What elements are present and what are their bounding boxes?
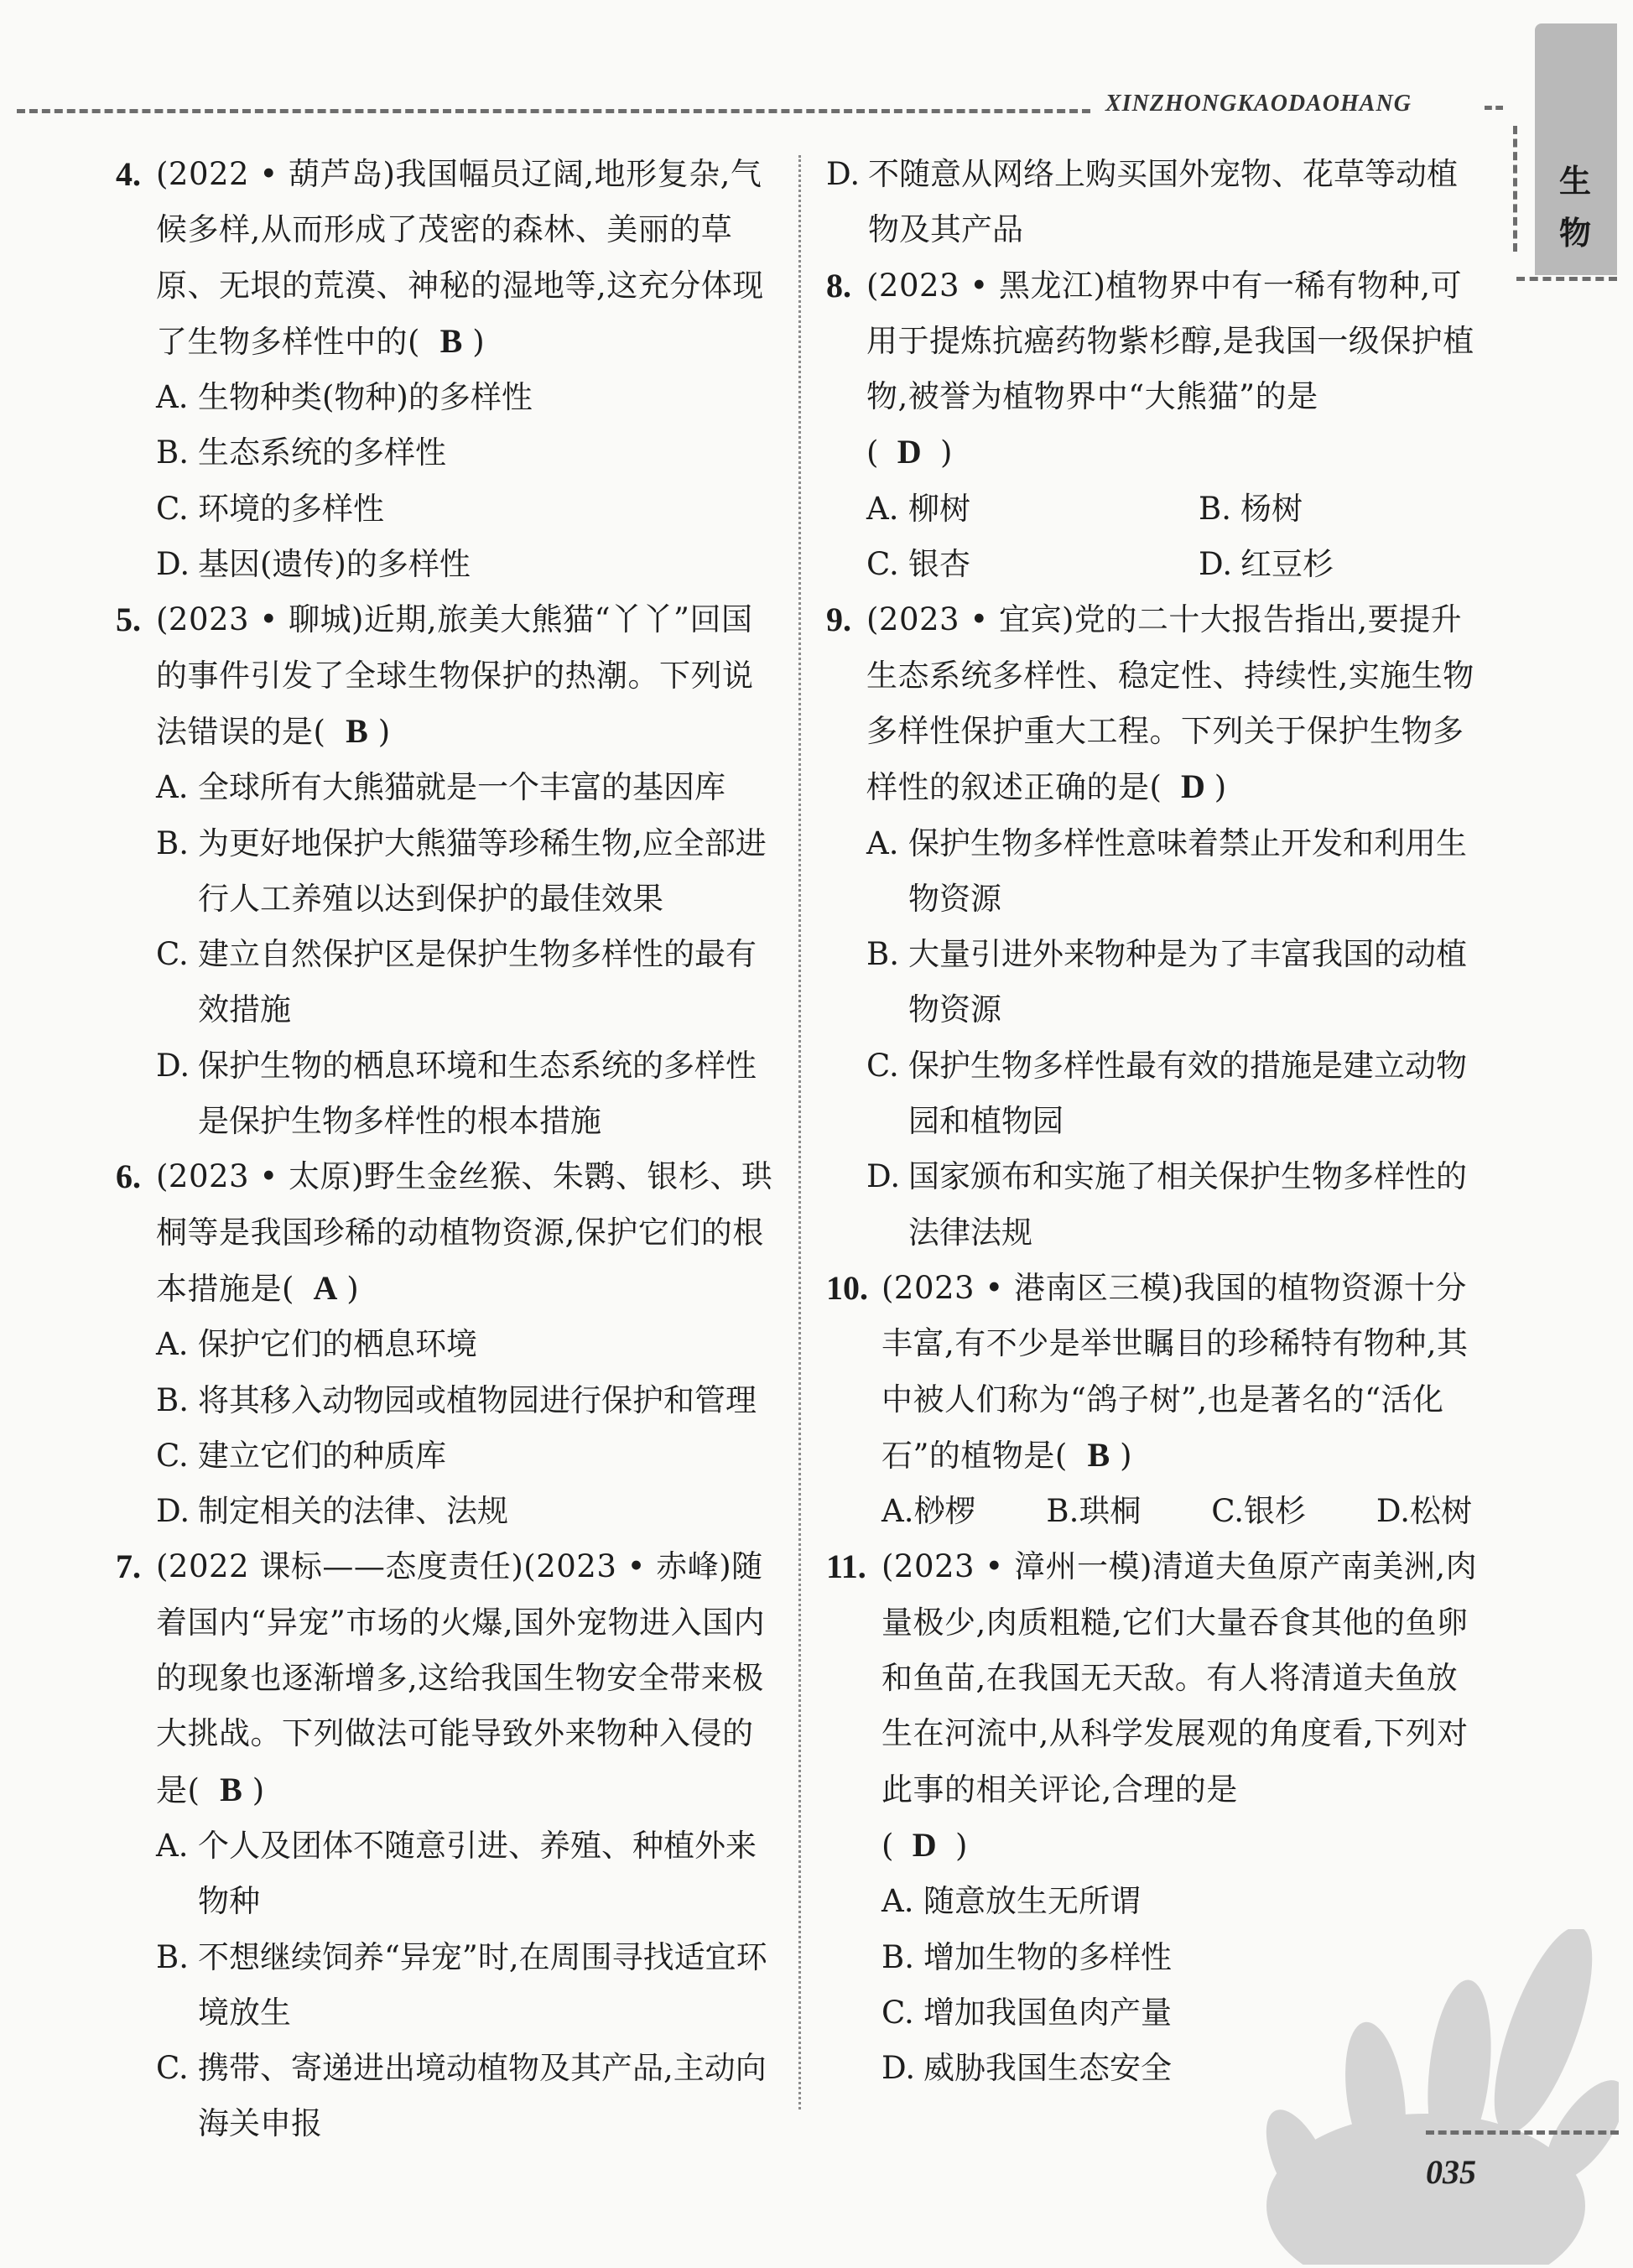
option-b: B. 不想继续饲养“异宠”时,在周围寻找适宜环境放生	[156, 1938, 767, 2031]
answer-line: ( D )	[866, 424, 1480, 481]
tab-dashed-border-bottom	[1516, 277, 1617, 281]
option-b: B. 将其移入动物园或植物园进行保护和管理	[156, 1381, 757, 1418]
question-number: 8.	[826, 266, 851, 304]
question-stem: (2022 • 葫芦岛)我国幅员辽阔,地形复杂,气候多样,从而形成了茂密的森林、美丽的草原、无垠的荒漠、神秘的湿地等,这充分体现了生物多样性中的( B )	[156, 147, 778, 370]
tab-dashed-border	[1513, 126, 1517, 252]
option-a: A. 个人及团体不随意引进、养殖、种植外来物种	[156, 1827, 757, 1920]
answer-mark: B	[220, 1770, 243, 1808]
option-a: A. 保护它们的栖息环境	[156, 1326, 477, 1363]
question-number: 7.	[116, 1548, 141, 1586]
option-a: A. 生物种类(物种)的多样性	[156, 379, 533, 416]
answer-mark: D	[897, 433, 922, 471]
answer-mark: B	[346, 711, 369, 750]
question-number: 9.	[826, 601, 851, 639]
decorative-splash-graphic	[1250, 1929, 1619, 2265]
option-a: A. 随意放生无所谓	[882, 1883, 1141, 1920]
column-divider	[798, 155, 801, 2109]
question-9	[826, 592, 1480, 1261]
option-d: D. 国家颁布和实施了相关保护生物多样性的法律法规	[866, 1158, 1467, 1251]
question-stem: (2023 • 太原)野生金丝猴、朱鹮、银杉、珙桐等是我国珍稀的动植物资源,保护它们的根本措施是( A )	[156, 1149, 778, 1317]
left-column	[116, 147, 778, 2152]
option-c: C. 携带、寄递进出境动植物及其产品,主动向海关申报	[156, 2050, 767, 2142]
header-dashed-rule	[17, 109, 1090, 113]
option-a: A.桫椤	[882, 1493, 976, 1530]
option-b: B. 生态系统的多样性	[156, 434, 446, 471]
question-stem: (2023 • 宜宾)党的二十大报告指出,要提升生态系统多样性、稳定性、持续性,实施生物多样性保护重大工程。下列关于保护生物多样性的叙述正确的是( D )	[866, 592, 1480, 815]
question-stem: (2023 • 港南区三模)我国的植物资源十分丰富,有不少是举世瞩目的珍稀特有物种,其中被人们称为“鸽子树”,也是著名的“活化石”的植物是( B )	[882, 1261, 1480, 1484]
options-row-2	[866, 537, 1480, 592]
option-d: D. 红豆杉	[1199, 546, 1334, 583]
answer-mark: B	[439, 321, 463, 360]
option-b: B. 杨树	[1199, 490, 1303, 527]
option-b: B.珙桐	[1046, 1493, 1142, 1530]
question-10	[826, 1261, 1480, 1539]
option-a: A. 柳树	[866, 490, 970, 527]
option-c: C. 建立它们的种质库	[156, 1437, 446, 1474]
question-number: 6.	[116, 1157, 141, 1196]
right-column	[826, 147, 1480, 2096]
question-number: 4.	[116, 155, 141, 193]
page-number-dashed-rule	[1426, 2130, 1619, 2135]
page-number: 035	[1426, 2153, 1476, 2191]
header-dashed-rule-tail	[1485, 106, 1503, 110]
question-number: 10.	[826, 1268, 868, 1307]
question-number: 11.	[826, 1548, 866, 1586]
question-stem: (2023 • 聊城)近期,旅美大熊猫“丫丫”回国的事件引发了全球生物保护的热潮。下列说法错误的是( B )	[156, 592, 778, 760]
option-b: B. 增加生物的多样性	[882, 1938, 1172, 1975]
option-d: D.松树	[1376, 1493, 1472, 1530]
running-title: XINZHONGKAODAOHANG	[1105, 91, 1412, 117]
question-5	[116, 592, 778, 1149]
option-d: D. 威胁我国生态安全	[882, 2050, 1172, 2087]
option-b: B. 为更好地保护大熊猫等珍稀生物,应全部进行人工养殖以达到保护的最佳效果	[156, 824, 767, 917]
options-row	[882, 1484, 1480, 1539]
option-c: C. 保护生物多样性最有效的措施是建立动物园和植物园	[866, 1047, 1467, 1140]
question-stem: (2023 • 黑龙江)植物界中有一稀有物种,可用于提炼抗癌药物紫杉醇,是我国一级保护植物,被誉为植物界中“大熊猫”的是	[866, 267, 1474, 415]
answer-mark: A	[313, 1268, 338, 1307]
option-d: D. 基因(遗传)的多样性	[156, 546, 471, 583]
question-number: 5.	[116, 601, 141, 639]
answer-line: ( D )	[882, 1818, 1480, 1874]
option-c: C. 银杏	[866, 546, 970, 583]
question-7-option-d: D. 不随意从网络上购买国外宠物、花草等动植物及其产品	[826, 156, 1458, 248]
option-d: D. 制定相关的法律、法规	[156, 1493, 508, 1530]
option-a: A. 保护生物多样性意味着禁止开发和利用生物资源	[866, 824, 1467, 917]
question-6	[116, 1149, 778, 1539]
answer-mark: D	[1181, 767, 1206, 806]
question-4	[116, 147, 778, 592]
option-c: C. 增加我国鱼肉产量	[882, 1994, 1172, 2031]
question-8	[826, 258, 1480, 593]
option-c: C. 建立自然保护区是保护生物多样性的最有效措施	[156, 936, 757, 1028]
answer-mark: B	[1087, 1435, 1110, 1474]
answer-mark: D	[912, 1825, 937, 1864]
question-7	[116, 1539, 778, 2151]
options-row-1	[866, 481, 1480, 537]
option-a: A. 全球所有大熊猫就是一个丰富的基因库	[156, 769, 725, 806]
question-stem: (2023 • 漳州一模)清道夫鱼原产南美洲,肉量极少,肉质粗糙,它们大量吞食其他的鱼卵和鱼苗,在我国无天敌。有人将清道夫鱼放生在河流中,从科学发展观的角度看,下列对此事的相关评论,合理的是	[882, 1548, 1478, 1808]
subject-side-tab-label: 生物	[1558, 163, 1591, 252]
option-c: C.银杉	[1211, 1493, 1306, 1530]
question-stem: (2022 课标——态度责任)(2023 • 赤峰)随着国内“异宠”市场的火爆,国外宠物进入国内的现象也逐渐增多,这给我国生物安全带来极大挑战。下列做法可能导致外来物种入侵的是( B )	[156, 1539, 778, 1818]
option-b: B. 大量引进外来物种是为了丰富我国的动植物资源	[866, 936, 1467, 1028]
option-c: C. 环境的多样性	[156, 490, 384, 527]
option-d: D. 保护生物的栖息环境和生态系统的多样性是保护生物多样性的根本措施	[156, 1047, 757, 1140]
